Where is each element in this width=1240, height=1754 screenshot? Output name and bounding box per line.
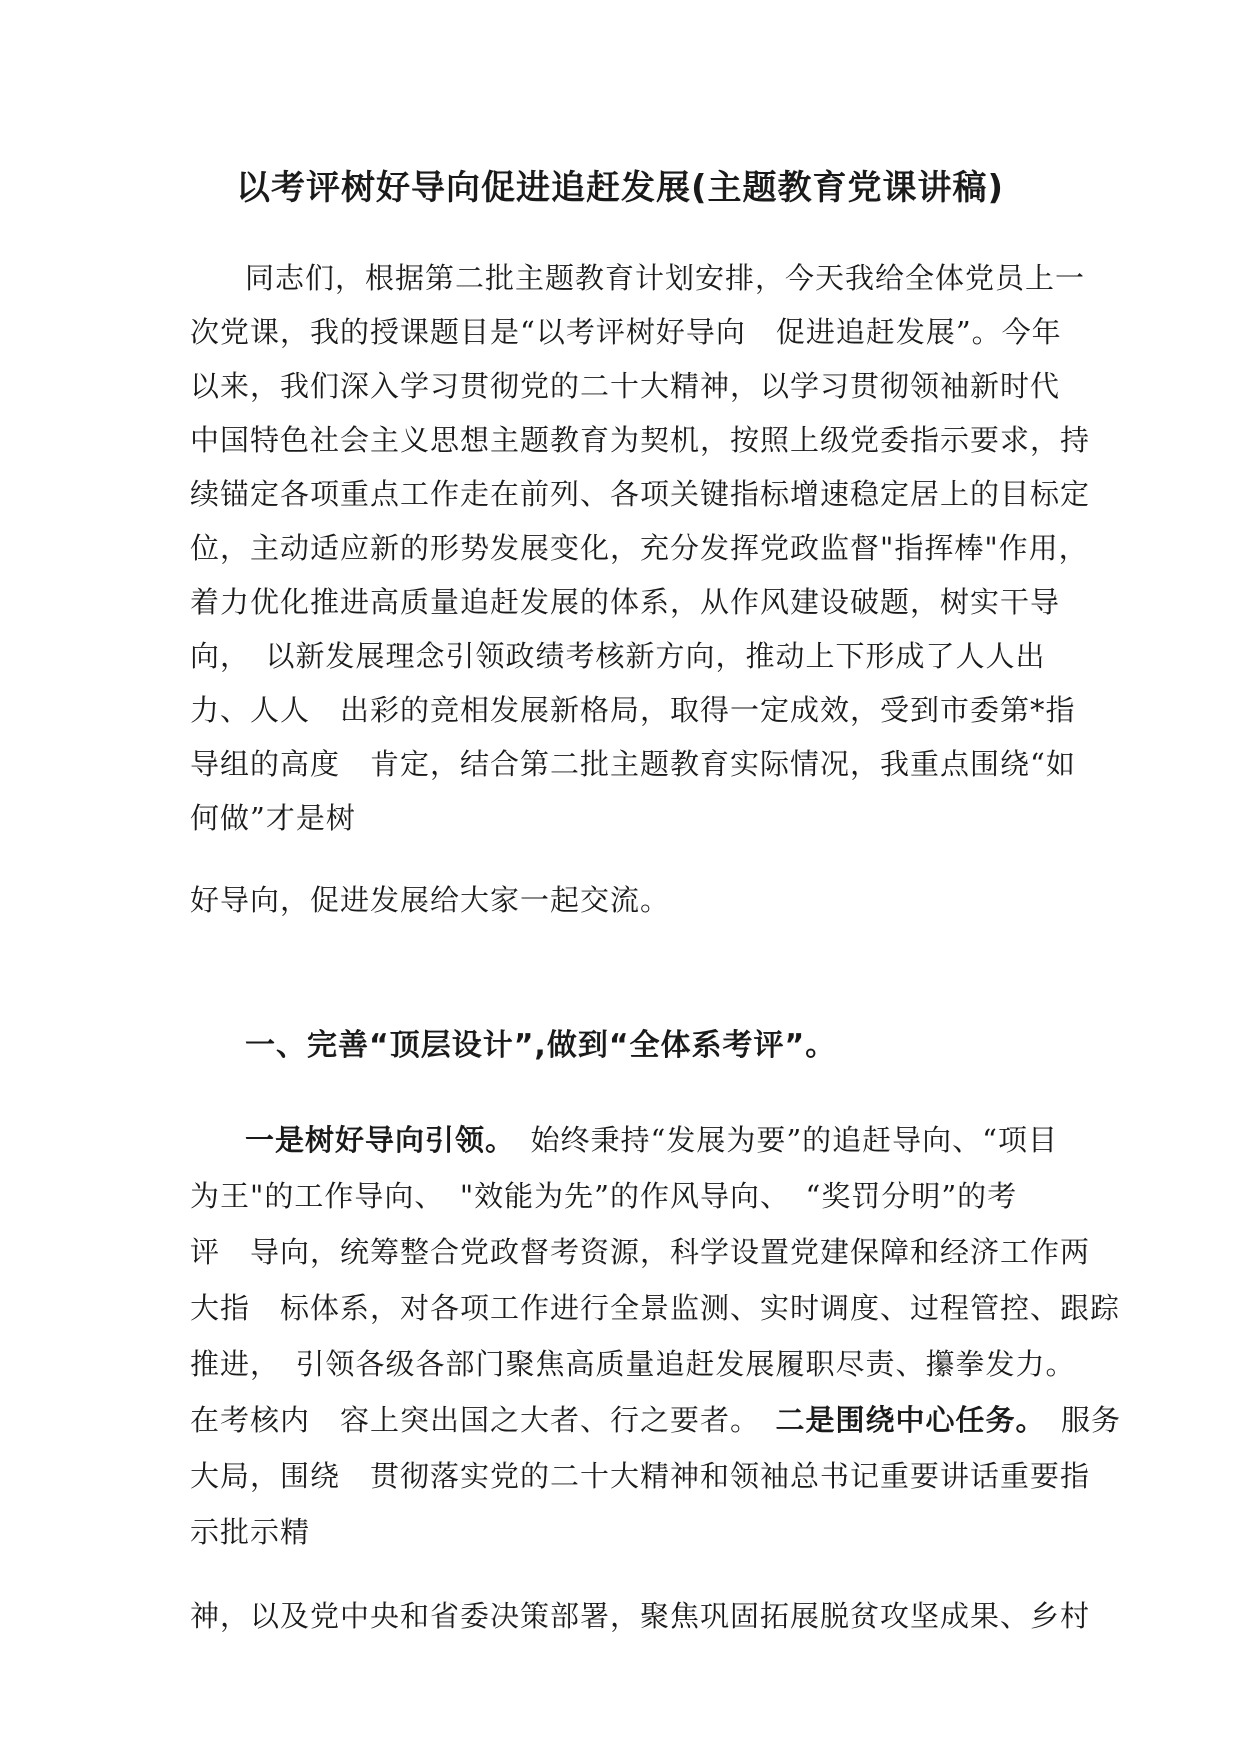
section-heading-1: 一、完善“顶层设计”,做到“全体系考评”。 [245,1028,837,1063]
intro-line-9: 力、人人 出彩的竞相发展新格局，取得一定成效，受到市委第*指 [190,693,1076,727]
intro-line-4: 中国特色社会主义思想主题教育为契机，按照上级党委指示要求，持 [190,423,1091,457]
para2-line1-rest: 始终秉持“发展为要”的追赶导向、“项目 [500,1123,1058,1157]
intro-line-2: 次党课，我的授课题目是“以考评树好导向 促进追赶发展”。今年 [190,315,1062,349]
para2-lead-bold: 一是树好导向引领。 [245,1123,501,1157]
para2-line-9: 神，以及党中央和省委决策部署，聚焦巩固拓展脱贫攻坚成果、乡村 [190,1599,1091,1633]
intro-line-3: 以来，我们深入学习贯彻党的二十大精神，以学习贯彻领袖新时代 [190,369,1061,403]
para2-line6-start: 在考核内 容上突出国之大者、行之要者。 [190,1403,776,1437]
para2-line-6 [190,1400,1121,1440]
intro-line-10: 导组的高度 肯定，结合第二批主题教育实际情况，我重点围绕“如 [190,747,1076,781]
intro-line-6: 位，主动适应新的形势发展变化，充分发挥党政监督"指挥棒"作用， [190,531,1089,565]
intro-line-12: 好导向，促进发展给大家一起交流。 [190,883,671,917]
para2-line-4: 大指 标体系，对各项工作进行全景监测、实时调度、过程管控、跟踪 [190,1291,1121,1325]
intro-line-8: 向， 以新发展理念引领政绩考核新方向，推动上下形成了人人出 [190,639,1046,673]
para2-line-2: 为王"的工作导向、 "效能为先”的作风导向、 “奖罚分明”的考 [190,1179,1018,1213]
para2-line-1 [245,1120,1058,1160]
intro-line-7: 着力优化推进高质量追赶发展的体系，从作风建设破题，树实干导 [190,585,1061,619]
intro-line-5: 续锚定各项重点工作走在前列、各项关键指标增速稳定居上的目标定 [190,477,1091,511]
para2-line-3: 评 导向，统筹整合党政督考资源，科学设置党建保障和经济工作两 [190,1235,1091,1269]
para2-line-5: 推进， 引领各级各部门聚焦高质量追赶发展履职尽责、攥拳发力。 [190,1347,1076,1381]
intro-line-11: 何做”才是树 [190,801,356,835]
para2-line6-bold: 二是围绕中心任务。 [775,1403,1032,1437]
intro-line-1: 同志们，根据第二批主题教育计划安排，今天我给全体党员上一 [245,261,1086,295]
document-title: 以考评树好导向促进追赶发展(主题教育党课讲稿) [235,168,1005,208]
para2-line6-end: 服务 [1031,1403,1122,1437]
para2-line-7: 大局，围绕 贯彻落实党的二十大精神和领袖总书记重要讲话重要指 [190,1459,1091,1493]
para2-line-8: 示批示精 [190,1515,311,1549]
